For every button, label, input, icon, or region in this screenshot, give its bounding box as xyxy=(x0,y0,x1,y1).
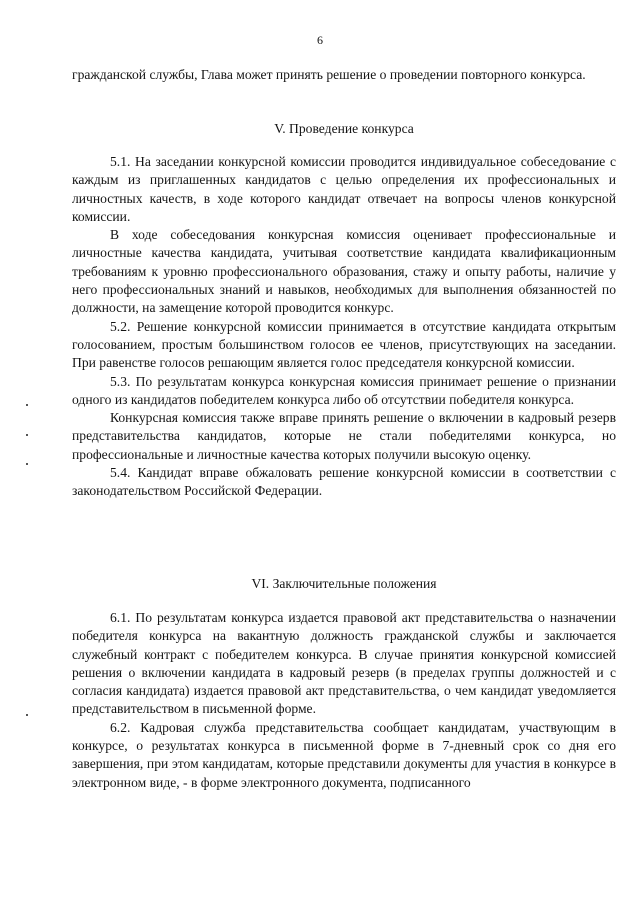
paragraph-5-2: 5.2. Решение конкурсной комиссии принимается в отсутствие кандидата открытым голосованием, простым большинством голосов ее членов, присутствующих на заседании. При равенстве голосов решающим является голос председателя конкурсной комиссии. xyxy=(72,318,616,371)
section-6-body xyxy=(72,609,616,792)
section-5-body xyxy=(72,153,616,501)
paragraph-5-1-interview: В ходе собеседования конкурсная комиссия оценивает профессиональные и личностные качества кандидата, учитывая соответствие кандидата квалификационным требованиям к уровню профессионального образования, стажу и опыту работы, наличие у него профессиональных знаний и навыков, необходимых для выполнения обязанностей по должности, на замещение которой проводится конкурс. xyxy=(72,227,616,316)
paragraph-5-1: 5.1. На заседании конкурсной комиссии проводится индивидуальное собеседование с каждым из приглашенных кандидатов с целью определения их профессиональных и личностных качеств, в ходе которого кандидат отвечает на вопросы членов конкурсной комиссии. xyxy=(72,154,616,224)
paragraph-5-3-reserve: Конкурсная комиссия также вправе принять решение о включении в кадровый резерв представительства кандидатов, которые не стали победителями конкурса, но профессиональные и личностные качества которых получили высокую оценку. xyxy=(72,410,616,462)
margin-scan-mark xyxy=(26,714,28,716)
section-6-title: VI. Заключительные положения xyxy=(251,576,437,591)
paragraph-6-1: 6.1. По результатам конкурса издается правовой акт представительства о назначении победителя конкурса на вакантную должность гражданской службы и заключается служебный контракт с победителем конкурса. В случае принятия конкурсной комиссией решения о включении кандидата в кадровый резерв (в пределах группы должностей и с согласия кандидата) издается правовой акт представительства, о чем кандидат уведомляется представительством в письменной форме. xyxy=(72,610,616,717)
paragraph-6-2: 6.2. Кадровая служба представительства сообщает кандидатам, участвующим в конкурсе, о результатах конкурса в письменной форме в 7-дневный срок со дня его завершения, при этом кандидатам, которые представили документы для участия в конкурсе в электронном виде, - в форме электронного документа, подписанного xyxy=(72,719,616,790)
section-5-title: V. Проведение конкурса xyxy=(274,121,414,136)
paragraph-5-3: 5.3. По результатам конкурса конкурсная комиссия принимает решение о признании одного из кандидатов победителем конкурса либо об отсутствии победителя конкурса. xyxy=(72,373,616,407)
margin-scan-mark xyxy=(26,404,28,406)
intro-paragraph-block xyxy=(72,66,616,84)
margin-scan-mark xyxy=(26,434,28,436)
margin-scan-mark xyxy=(26,463,28,465)
intro-paragraph: гражданской службы, Глава может принять решение о проведении повторного конкурса. xyxy=(72,67,586,82)
page-number: 6 xyxy=(317,33,323,47)
paragraph-5-4: 5.4. Кандидат вправе обжаловать решение конкурсной комиссии в соответствии с законодательством Российской Федерации. xyxy=(72,465,616,499)
